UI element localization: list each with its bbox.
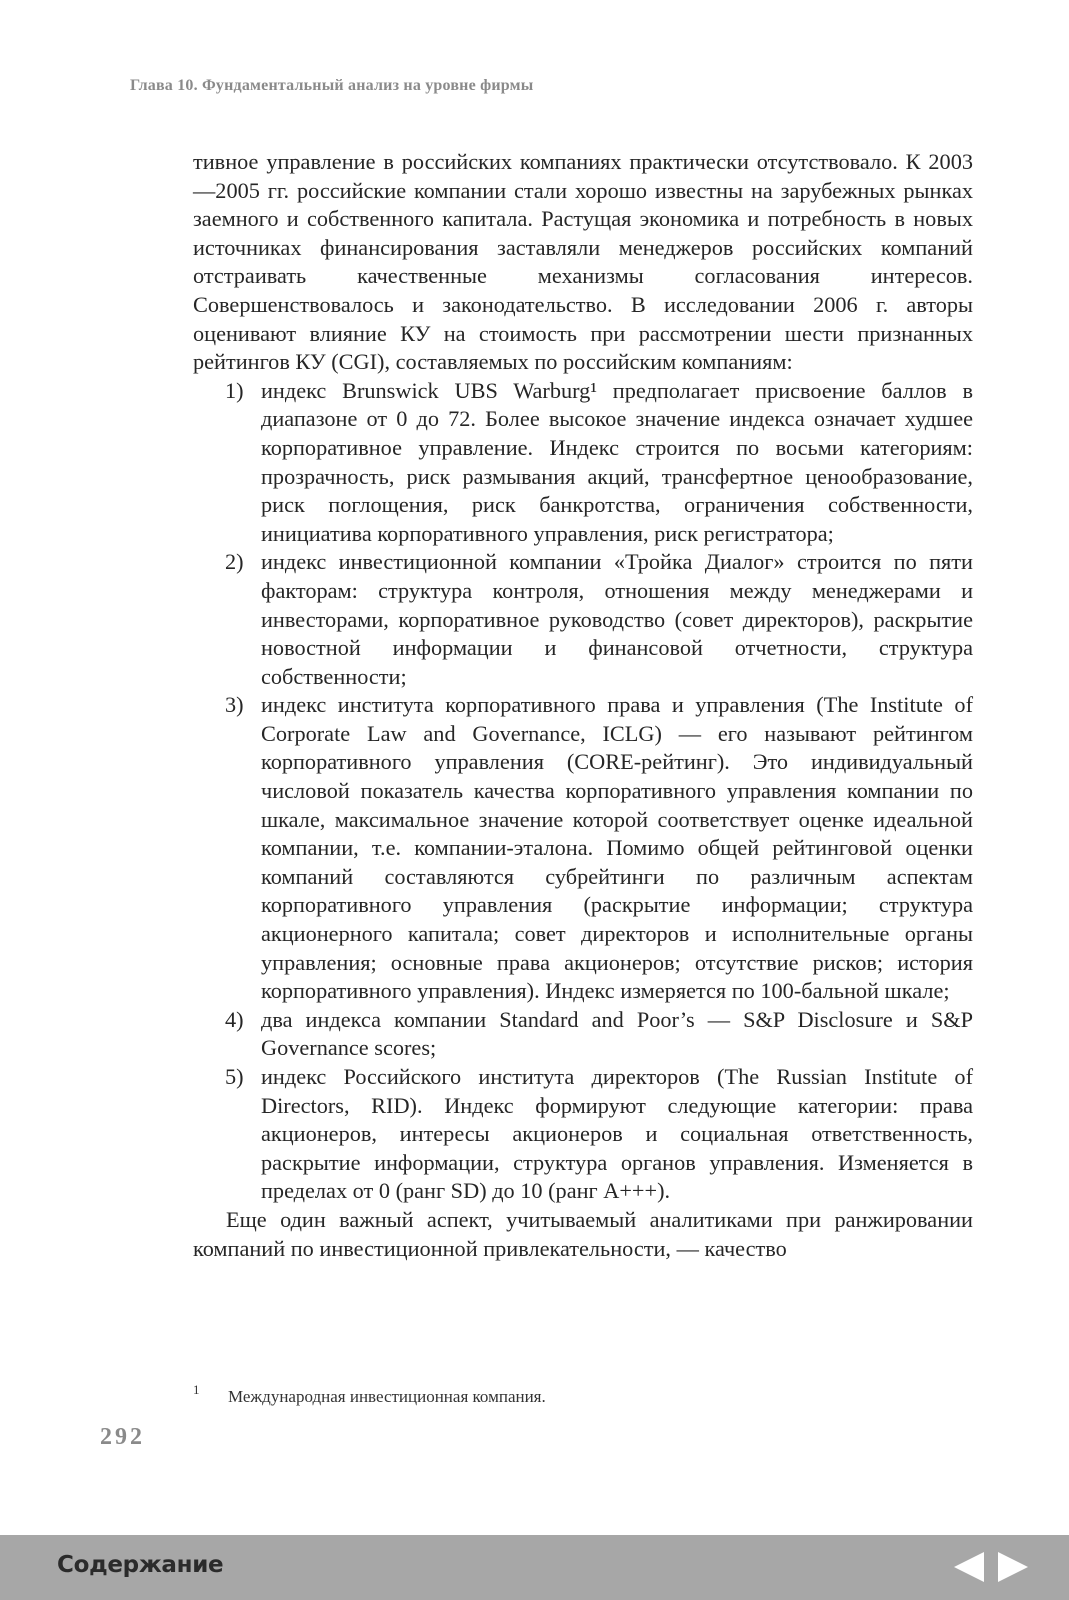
triangle-left-icon (952, 1551, 986, 1583)
footnote-mark: 1 (193, 1382, 200, 1397)
list-item-text: два индекса компании Standard and Poor’s — S&P Disclosure и S&P Governance scores; (261, 1006, 973, 1061)
running-head: Глава 10. Фундаментальный анализ на уровне фирмы (130, 77, 534, 94)
list-item-number: 2) (225, 549, 244, 575)
list-item-number: 5) (225, 1064, 244, 1089)
list-item-text: индекс инвестиционной компании «Тройка Диалог» строится по пяти факторам: структура контроля, отношения между менеджерами и инвесторами, корпоративное руководство (совет директоров), раскрытие новостной информации и финансовой отчетности, структура собственности; (261, 549, 973, 689)
footnote-text: Международная инвестиционная компания. (228, 1387, 546, 1406)
triangle-right-icon (996, 1551, 1030, 1583)
navigation-bar (0, 1535, 1069, 1600)
page-number: 292 (100, 1424, 145, 1450)
list-item (193, 377, 973, 549)
list-item (193, 548, 973, 691)
next-page-button[interactable] (996, 1551, 1030, 1583)
list-item-number: 4) (225, 1006, 244, 1032)
list-item-text: индекс Brunswick UBS Warburg¹ предполагает присвоение баллов в диапазоне от 0 до 72. Более высокое значение индекса означает худшее корпоративное управление. Индекс строится по восьми категориям: прозрачность, риск размывания акций, трансфертное ценообразование, риск поглощения, риск банкротства, ограничения собственности, инициатива корпоративного управления, риск регистратора; (261, 377, 973, 546)
list-item-number: 1) (225, 377, 244, 403)
list-item-number: 3) (225, 692, 244, 718)
closing-paragraph: Еще один важный аспект, учитываемый аналитиками при ранжировании компаний по инвестиционной привлекательности, — качество (193, 1206, 973, 1261)
list-item-text: индекс Российского института директоров (The Russian Institute of Directors, RID). Индекс формируют следующие категории: права акционеров, интересы акционеров и социальная ответственность, раскрытие информации, структура органов управления. Изменяется в пределах от 0 (ранг SD) до 10 (ранг A+++). (261, 1064, 973, 1204)
list-item (193, 1063, 973, 1206)
list-item-text: индекс института корпоративного права и управления (The Institute of Corporate Law and Governance, ICLG) — его называют рейтингом корпоративного управления (CORE-рейтинг). Это индивидуальный числовой показатель качества корпоративного управления компании по шкале, максимальное значение которой соответствует оценке идеальной компании, т.е. компании-эталона. Помимо общей рейтинговой оценки компаний составляются субрейтинги по различным аспектам корпоративного управления (раскрытие информации; структура акционерного капитала; совет директоров и исполнительные органы управления; основные права акционеров; отсутствие рисков; история корпоративного управления). Индекс измеряется по 100-бальной шкале; (261, 692, 973, 1004)
previous-page-button[interactable] (952, 1551, 986, 1583)
intro-paragraph: тивное управление в российских компаниях практически отсутствовало. К 2003—2005 гг. российские компании стали хорошо известны на зарубежных рынках заемного и собственного капитала. Растущая экономика и потребность в новых источниках финансирования заставляли менеджеров российских компаний отстраивать качественные механизмы согласования интересов. Совершенствовалось и законодательство. В исследовании 2006 г. авторы оценивают влияние КУ на стоимость при рассмотрении шести признанных рейтингов КУ (CGI), составляемых по российским компаниям: (193, 149, 973, 375)
body-text (193, 148, 973, 1263)
list-item (193, 691, 973, 1006)
contents-link[interactable]: Содержание (57, 1552, 224, 1578)
ratings-list (193, 377, 973, 1206)
list-item (193, 1006, 973, 1063)
